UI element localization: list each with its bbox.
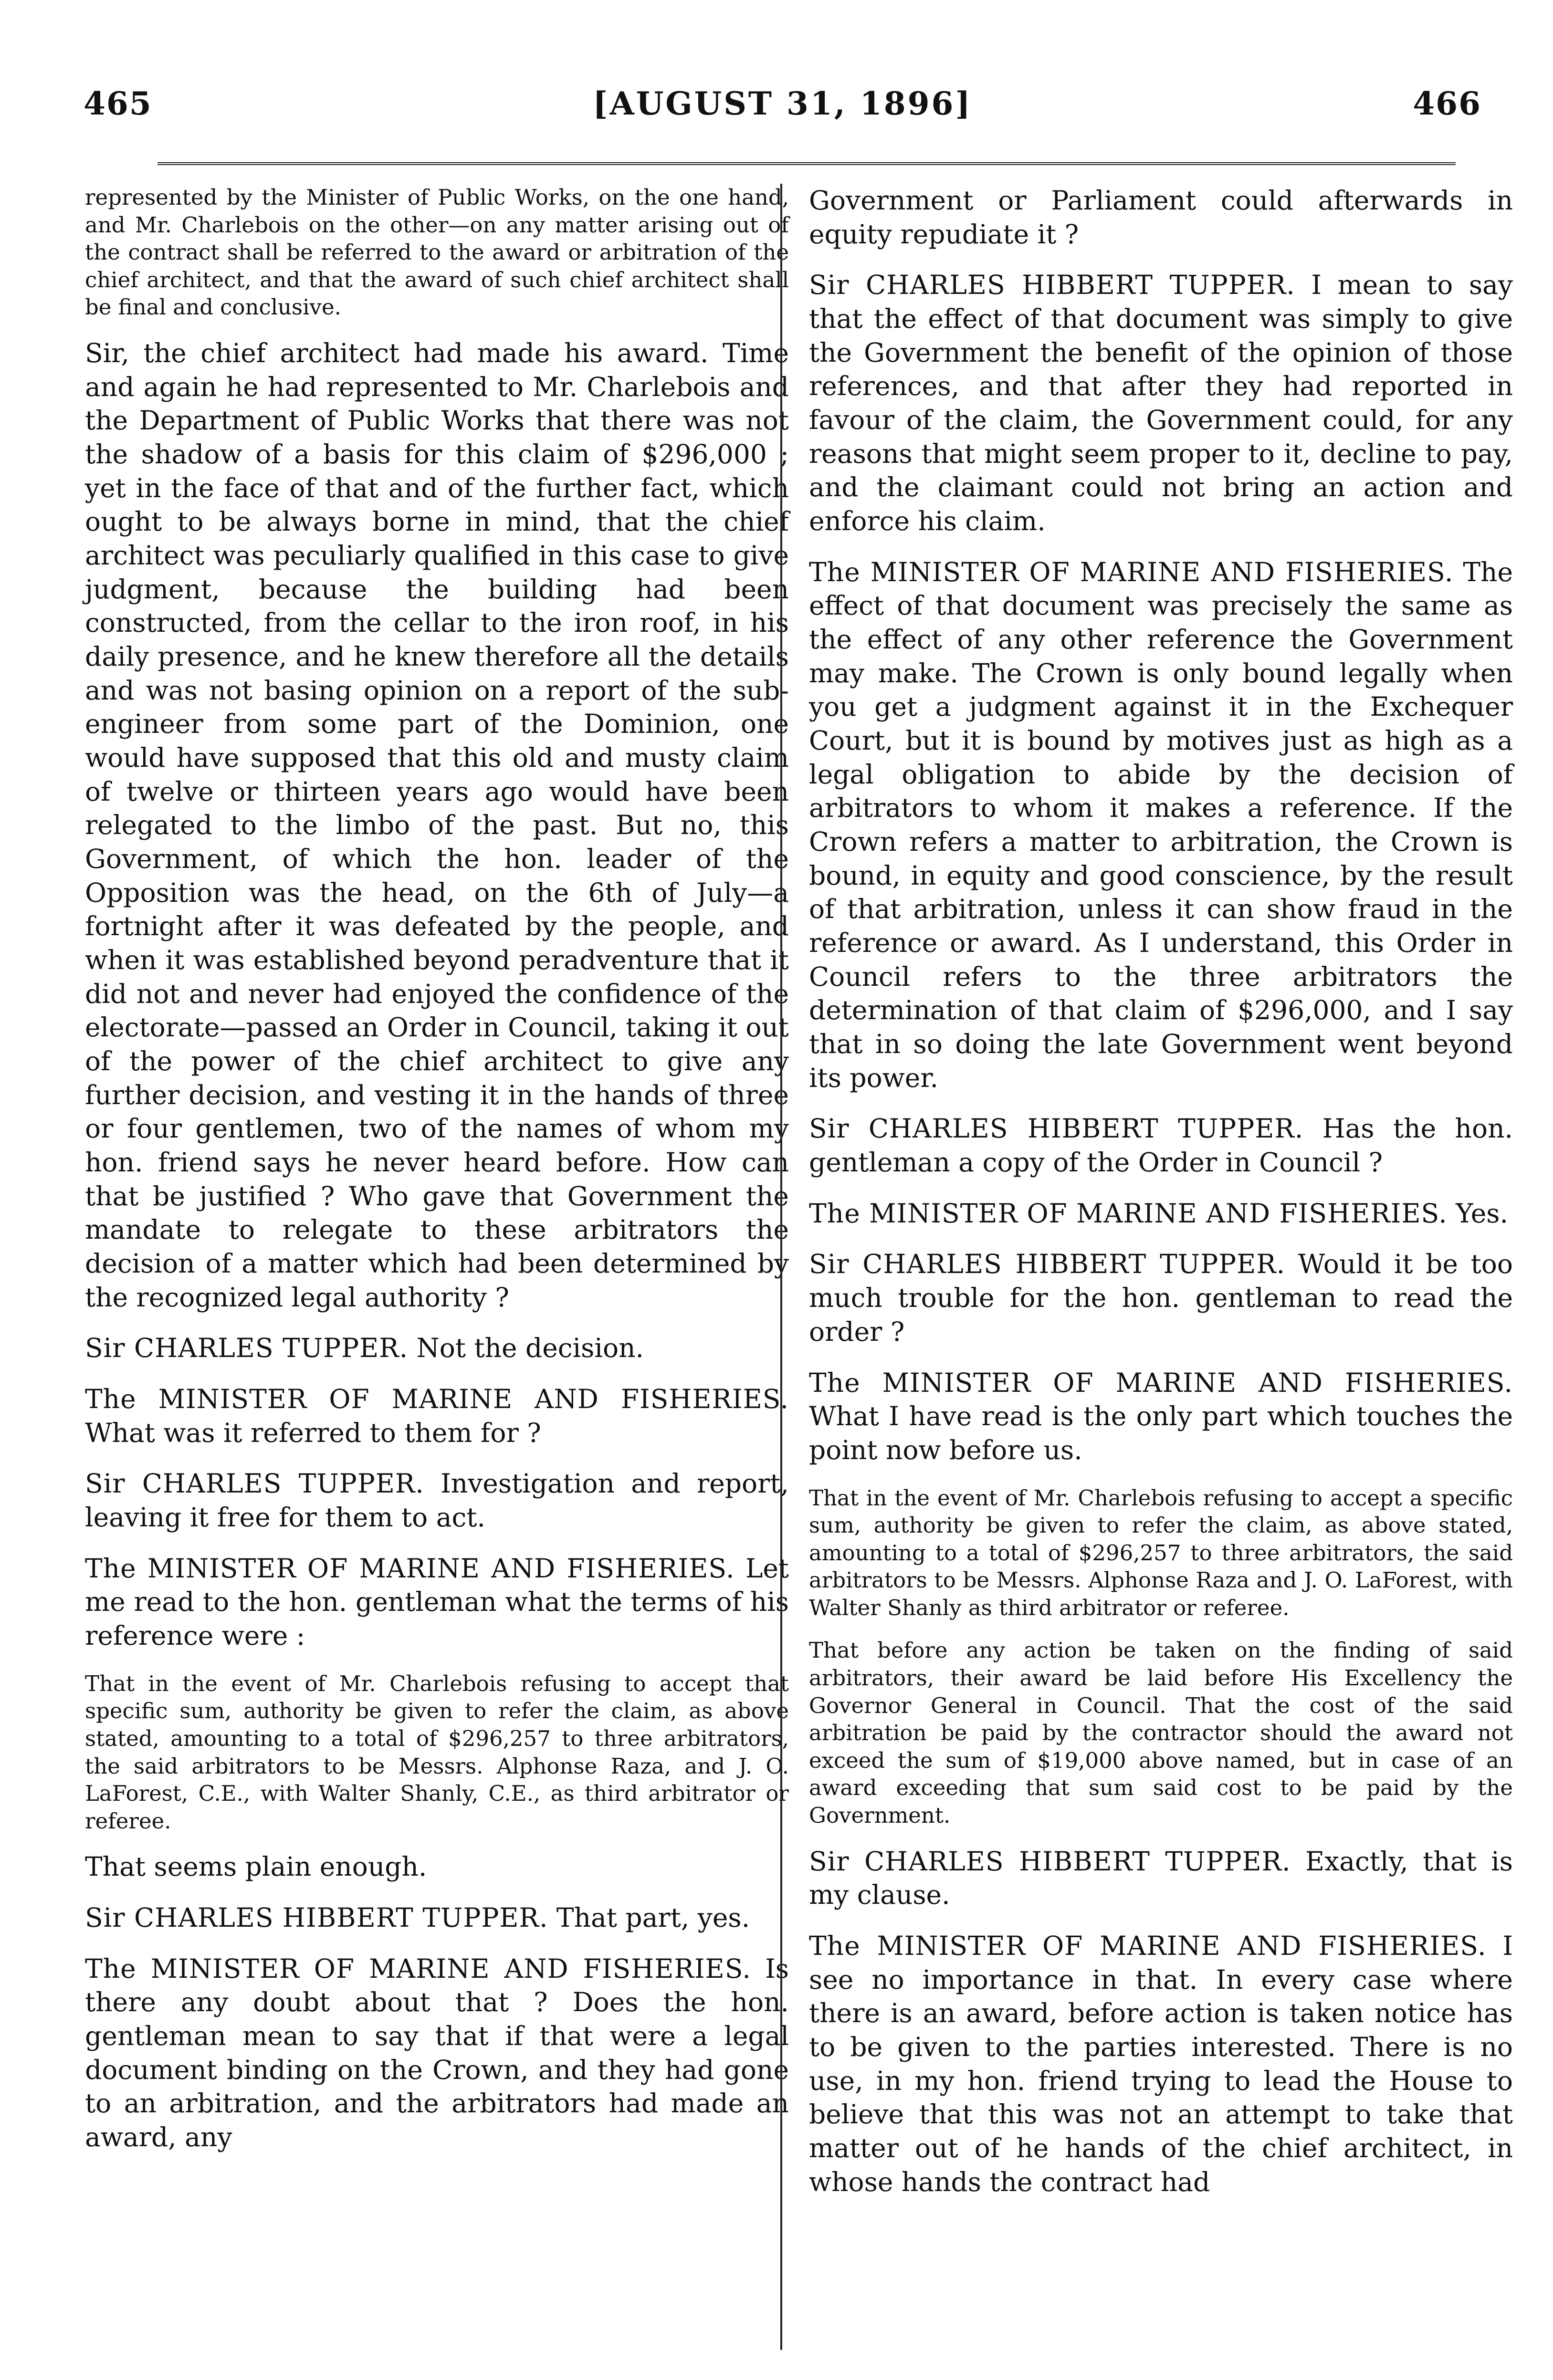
paragraph-text: Sir, the chief architect had made his award. Time and again he had represented to Mr. Charlebois and the Department of Public Works that there was not the shadow of a basis for this claim of $296,000 ; yet in the face of that and of the further fact, which ought to be always borne in mind, that the chief architect was peculiarly qualified in this case to give judgment, because the building had been constructed, from the cellar to the iron roof, in his daily presence, and he knew therefore all the details and was not basing opinion on a report of the sub-engineer from some part of the Dominion, one would have supposed that this old and musty claim of twelve or thirteen years ago would have been relegated to the limbo of the past. But no, this Government, of which the hon. leader of the Opposition was the head, on the 6th of July—a fortnight after it was defeated by the people, and when it was established beyond peradventure that it did not and never had enjoyed the confidence of the electorate—passed an Order in Council, taking it out of the power of the chief architect to give any further decision, and vesting it in the hands of three or four gentlemen, two of the names of whom my hon. friend says he never heard before. How can that be justified ? Who gave that Government the mandate to relegate to these arbitrators the decision of a matter which had been determined by the recognized legal authority ? — [85, 337, 789, 1313]
speech-paragraph — [85, 1901, 789, 1935]
paragraph-text: Has the hon. gentleman a copy of the Order in Council ? — [809, 1113, 1513, 1178]
speaker-name: The MINISTER OF MARINE AND FISHERIES. — [809, 1367, 1513, 1398]
speech-paragraph — [85, 1552, 789, 1653]
body-paragraph — [85, 1850, 789, 1884]
header-rule — [157, 162, 1456, 165]
body-paragraph — [85, 336, 789, 1314]
paragraph-text: represented by the Minister of Public Works, on the one hand, and Mr. Charlebois on the other—on any matter arising out of the contract shall be referred to the award or arbitration of the chief architect, and that the award of such chief architect shall be final and conclusive. — [85, 185, 789, 320]
speaker-name: Sir CHARLES HIBBERT TUPPER. — [809, 1249, 1286, 1280]
speaker-name: Sir CHARLES HIBBERT TUPPER. — [809, 270, 1295, 301]
quoted-order-paragraph — [809, 1484, 1513, 1622]
right-column — [809, 184, 1513, 2216]
speech-paragraph — [809, 1366, 1513, 1467]
speech-paragraph — [809, 268, 1513, 538]
speech-paragraph — [85, 1382, 789, 1450]
paragraph-text: What was it referred to them for ? — [85, 1417, 541, 1448]
paragraph-text: That in the event of Mr. Charlebois refusing to accept a specific sum, authority be given to refer the claim, as above stated, amounting to a total of $296,257 to three arbitrators, the said arbitrators to be Messrs. Alphonse Raza and J. O. LaForest, with Walter Shanly as third arbitrator or referee. — [809, 1485, 1513, 1620]
speaker-name: The MINISTER OF MARINE AND FISHERIES. — [809, 556, 1454, 587]
paragraph-text: Is there any doubt about that ? Does the hon. gentleman mean to say that if that were a legal document binding on the Crown, and they had gone to an arbitration, and the arbitrators had made an award, any — [85, 1953, 789, 2153]
paragraph-text: What I have read is the only part which touches the point now before us. — [809, 1401, 1513, 1465]
speaker-name: The MINISTER OF MARINE AND FISHERIES. — [85, 1384, 789, 1415]
body-paragraph — [809, 184, 1513, 251]
page-number-right: 466 — [1413, 85, 1481, 122]
speech-paragraph — [809, 1929, 1513, 2199]
issue-date: [AUGUST 31, 1896] — [593, 85, 972, 122]
paragraph-text: I mean to say that the effect of that document was simply to give the Government the benefit of the opinion of those references, and that after they had reported in favour of the claim, the Government could, for any reasons that might seem proper to it, decline to pay, and the claimant could not bring an action and enforce his claim. — [809, 270, 1513, 537]
speech-paragraph — [809, 555, 1513, 1095]
paragraph-text: Exactly, that is my clause. — [809, 1846, 1513, 1910]
paragraph-text: Let me read to the hon. gentleman what the terms of his reference were : — [85, 1553, 789, 1651]
speech-paragraph — [809, 1247, 1513, 1348]
speech-paragraph — [85, 1331, 789, 1365]
speaker-name: Sir CHARLES HIBBERT TUPPER. — [809, 1113, 1304, 1144]
paragraph-text: Investigation and report, leaving it free for them to act. — [85, 1468, 789, 1533]
speaker-name: Sir CHARLES HIBBERT TUPPER. — [85, 1902, 548, 1933]
quoted-order-paragraph — [85, 1670, 789, 1835]
page-header — [84, 85, 1481, 142]
speech-paragraph — [85, 1952, 789, 2154]
speech-paragraph — [809, 1845, 1513, 1912]
paragraph-text: Not the decision. — [416, 1333, 644, 1364]
quoted-order-paragraph — [85, 184, 789, 321]
left-column — [85, 184, 789, 2171]
speaker-name: The MINISTER OF MARINE AND FISHERIES. — [809, 1198, 1448, 1229]
paragraph-text: I see no importance in that. In every case where there is an award, before action is taken notice has to be given to the parties interested. There is no use, in my hon. friend trying to lead the House to believe that this was not an attempt to take that matter out of he hands of the chief architect, in whose hands the contract had — [809, 1930, 1513, 2197]
page-number-left: 465 — [84, 85, 152, 122]
speech-paragraph — [85, 1467, 789, 1534]
speaker-name: Sir CHARLES TUPPER. — [85, 1468, 424, 1499]
paragraph-text: That seems plain enough. — [85, 1851, 427, 1882]
speech-paragraph — [809, 1112, 1513, 1179]
paragraph-text: That before any action be taken on the finding of said arbitrators, their award be laid before His Excellency the Governor General in Council. That the cost of the said arbitration be paid by the contractor should the award not exceed the sum of $19,000 above named, but in case of an award exceeding that sum said cost to be paid by the Government. — [809, 1638, 1513, 1828]
speaker-name: Sir CHARLES TUPPER. — [85, 1333, 409, 1364]
paragraph-text: Government or Parliament could afterwards in equity repudiate it ? — [809, 185, 1513, 250]
speaker-name: The MINISTER OF MARINE AND FISHERIES. — [85, 1953, 751, 1984]
quoted-order-paragraph — [809, 1637, 1513, 1829]
paragraph-text: That part, yes. — [556, 1902, 750, 1933]
speaker-name: Sir CHARLES HIBBERT TUPPER. — [809, 1846, 1291, 1877]
speaker-name: The MINISTER OF MARINE AND FISHERIES. — [85, 1553, 735, 1584]
paragraph-text: Would it be too much trouble for the hon. gentleman to read the order ? — [809, 1249, 1513, 1347]
paragraph-text: Yes. — [1456, 1198, 1508, 1229]
paragraph-text: The effect of that document was precisely the same as the effect of any other reference the Government may make. The Crown is only bound legally when you get a judgment against it in the Exchequer Court, but it is bound by motives just as high as a legal obligation to abide by the decision of arbitrators to whom it makes a reference. If the Crown refers a matter to arbitration, the Crown is bound, in equity and good conscience, by the result of that arbitration, unless it can show fraud in the reference or award. As I understand, this Order in Council refers to the three arbitrators the determination of that claim of $296,000, and I say that in so doing the late Government went beyond its power. — [809, 556, 1513, 1093]
column-divider — [780, 184, 782, 2350]
speaker-name: The MINISTER OF MARINE AND FISHERIES. — [809, 1930, 1487, 1961]
paragraph-text: That in the event of Mr. Charlebois refusing to accept that specific sum, authority be given to refer the claim, as above stated, amounting to a total of $296,257 to three arbitrators, the said arbitrators to be Messrs. Alphonse Raza, and J. O. LaForest, C.E., with Walter Shanly, C.E., as third arbitrator or referee. — [85, 1670, 789, 1834]
speech-paragraph — [809, 1197, 1513, 1231]
